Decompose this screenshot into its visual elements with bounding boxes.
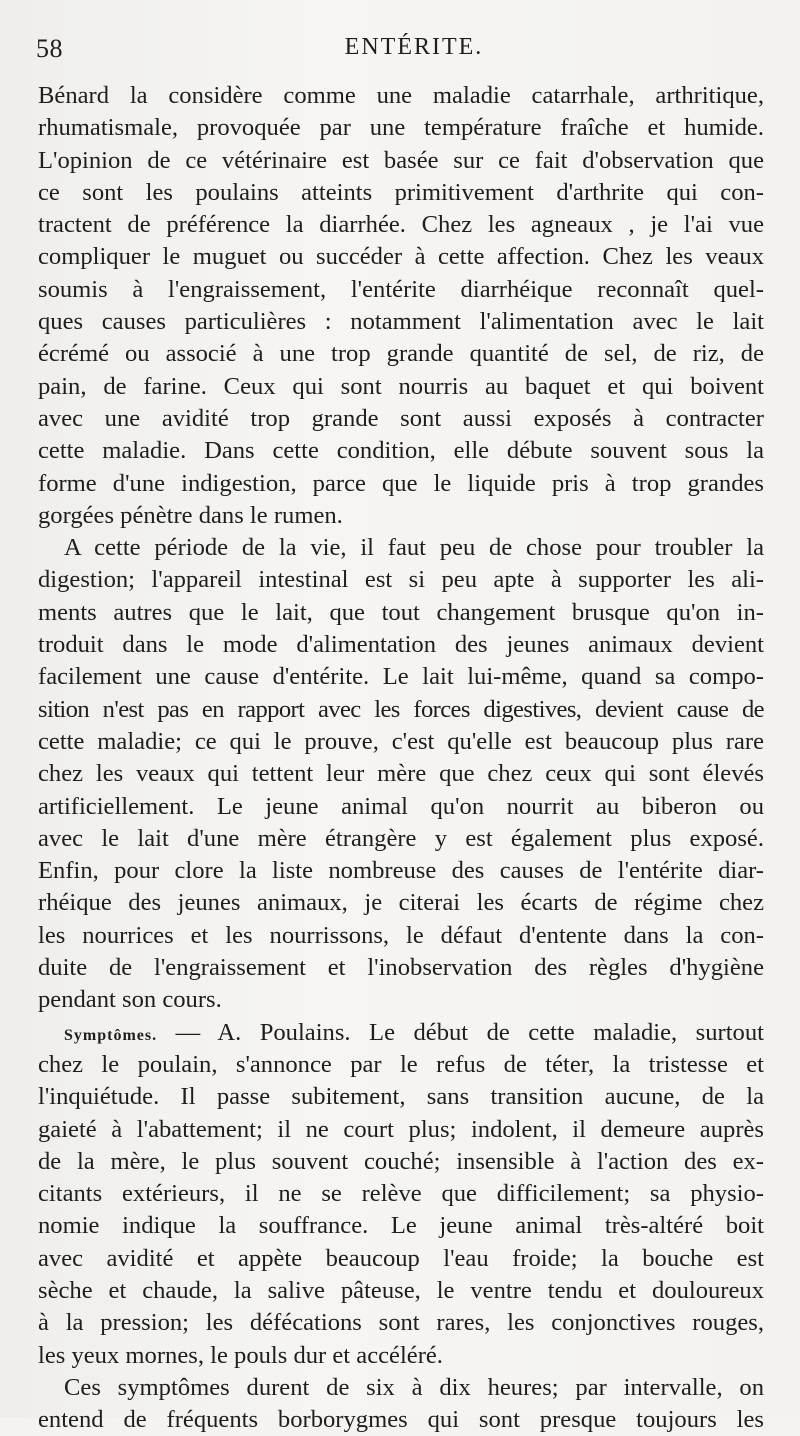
running-head: ENTÉRITE.	[344, 34, 484, 60]
text-line: cette maladie. Dans cette condition, elle débute souvent sous la	[38, 437, 764, 465]
text-line	[38, 1017, 764, 1049]
text-line: nomie indique la souffrance. Le jeune animal très-altéré boit	[38, 1212, 764, 1240]
text-line: cette maladie; ce qui le prouve, c'est qu'elle est beaucoup plus rare	[38, 727, 764, 755]
text-line: les yeux mornes, le pouls dur et accéléré.	[38, 1341, 443, 1369]
text-line: avec une avidité trop grande sont aussi exposés à contracter	[38, 404, 764, 432]
page-header	[36, 34, 762, 74]
paragraph	[38, 1017, 764, 1372]
text-line: facilement une cause d'entérite. Le lait lui-même, quand sa compo-	[38, 663, 764, 691]
text-line: de la mère, le plus souvent couché; insensible à l'action des ex-	[38, 1147, 764, 1175]
text-line: gorgées pénètre dans le rumen.	[38, 501, 343, 529]
text-line: tractent de préférence la diarrhée. Chez les agneaux , je l'ai vue	[38, 211, 764, 239]
text-line: ce sont les poulains atteints primitivement d'arthrite qui con-	[38, 178, 764, 206]
text-line: ments autres que le lait, que tout changement brusque qu'on in-	[38, 598, 764, 626]
paragraph	[38, 532, 764, 1016]
text-line: Ces symptômes durent de six à dix heures; par intervalle, on	[64, 1373, 764, 1401]
text-line: avec le lait d'une mère étrangère y est également plus exposé.	[38, 824, 764, 852]
text-line: digestion; l'appareil intestinal est si peu apte à supporter les ali-	[38, 566, 764, 594]
text-line: Bénard la considère comme une maladie catarrhale, arthritique,	[38, 82, 764, 109]
text-line: pain, de farine. Ceux qui sont nourris au baquet et qui boivent	[38, 372, 764, 400]
text-line: artificiellement. Le jeune animal qu'on nourrit au biberon ou	[38, 792, 764, 820]
paragraph	[38, 80, 764, 532]
text-line: Enfin, pour clore la liste nombreuse des causes de l'entérite diar-	[38, 857, 764, 885]
text-line: rhéique des jeunes animaux, je citerai les écarts de régime chez	[38, 889, 764, 917]
text-run: — A. Poulains. Le début de cette maladie, surtout	[157, 1018, 764, 1046]
section-lead: Symptômes.	[64, 1026, 158, 1044]
text-line: entend de fréquents borborygmes qui sont presque toujours les	[38, 1406, 764, 1434]
text-line: à la pression; les défécations sont rares, les conjonctives rouges,	[38, 1309, 764, 1337]
text-line: écrémé ou associé à une trop grande quantité de sel, de riz, de	[38, 340, 764, 368]
paragraph	[38, 1372, 764, 1436]
page-number: 58	[36, 34, 63, 63]
text-line: troduit dans le mode d'alimentation des jeunes animaux devient	[38, 631, 764, 659]
text-line: chez le poulain, s'annonce par le refus de téter, la tristesse et	[38, 1050, 764, 1078]
text-line: l'inquiétude. Il passe subitement, sans transition aucune, de la	[38, 1083, 764, 1111]
text-line: duite de l'engraissement et l'inobservation des règles d'hygiène	[38, 954, 764, 982]
text-line: sition n'est pas en rapport avec les forces digestives, devient cause de	[38, 695, 764, 723]
text-line: sèche et chaude, la salive pâteuse, le ventre tendu et douloureux	[38, 1276, 764, 1304]
page-body	[38, 80, 764, 1436]
text-line: soumis à l'engraissement, l'entérite diarrhéique reconnaît quel-	[38, 275, 764, 303]
text-line: forme d'une indigestion, parce que le liquide pris à trop grandes	[38, 469, 764, 497]
text-line: gaieté à l'abattement; il ne court plus; indolent, il demeure auprès	[38, 1115, 764, 1143]
text-line: citants extérieurs, il ne se relève que difficilement; sa physio-	[38, 1180, 764, 1208]
text-line: ques causes particulières : notamment l'alimentation avec le lait	[38, 308, 764, 336]
text-line: avec avidité et appète beaucoup l'eau froide; la bouche est	[38, 1244, 764, 1272]
text-line: compliquer le muguet ou succéder à cette affection. Chez les veaux	[38, 243, 764, 271]
text-line: pendant son cours.	[38, 986, 222, 1014]
text-line: rhumatismale, provoquée par une température fraîche et humide.	[38, 114, 764, 142]
text-line: A cette période de la vie, il faut peu de chose pour troubler la	[64, 534, 764, 562]
text-line: chez les veaux qui tettent leur mère que chez ceux qui sont élevés	[38, 760, 764, 788]
text-line: L'opinion de ce vétérinaire est basée sur ce fait d'observation que	[38, 146, 764, 174]
text-line: les nourrices et les nourrissons, le défaut d'entente dans la con-	[38, 921, 764, 949]
